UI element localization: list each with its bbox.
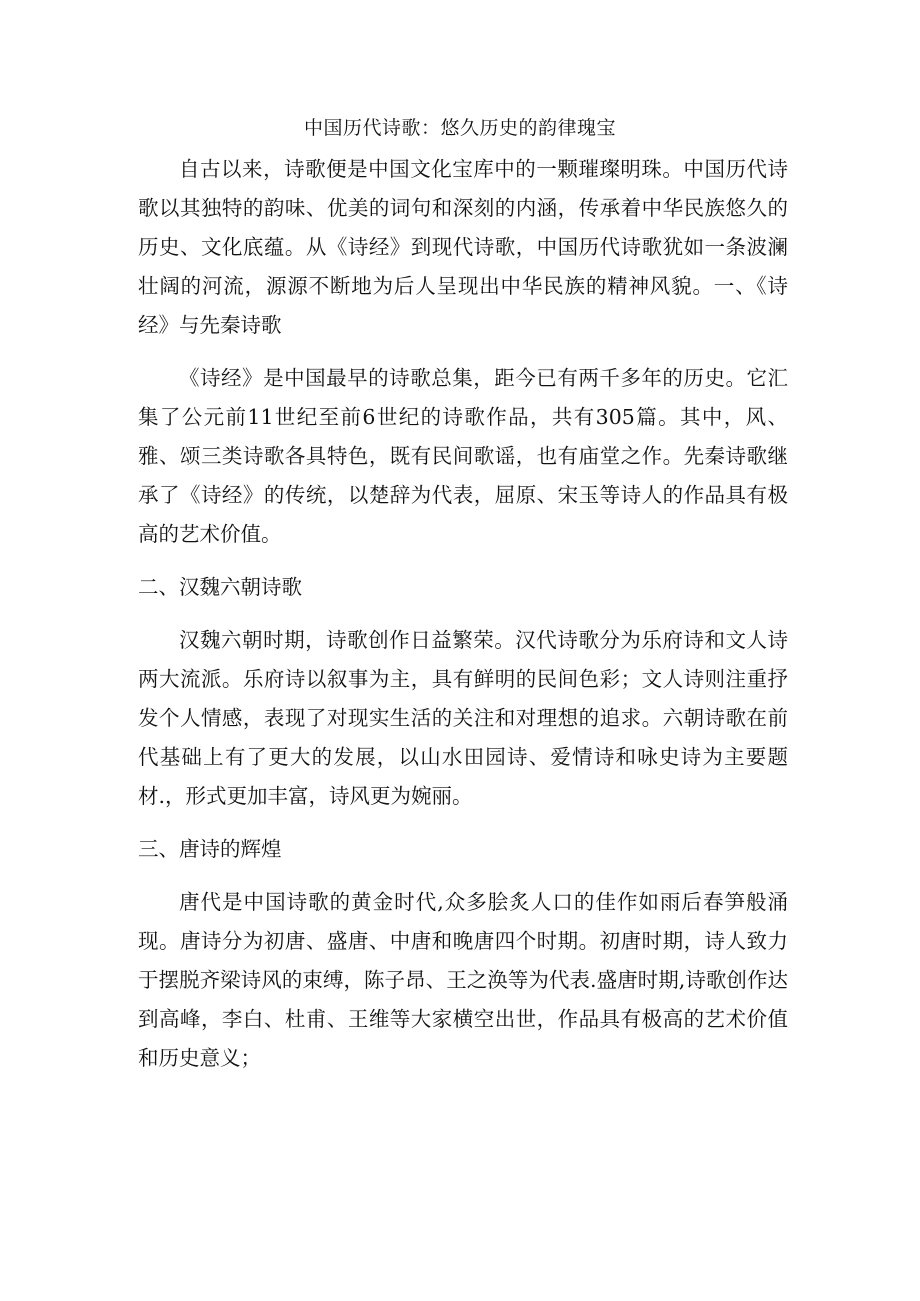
section2-heading: 二、汉魏六朝诗歌 [138,575,302,599]
section3-heading: 三、唐诗的辉煌 [138,837,282,861]
document-title: 中国历代诗歌：悠久历史的韵律瑰宝 [303,117,616,139]
document-body [138,150,788,1078]
section3-paragraph: 唐代是中国诗歌的黄金时代,众多脍炙人口的佳作如雨后春笋般涌现。唐诗分为初唐、盛唐、中唐和晚唐四个时期。初唐时期，诗人致力于摆脱齐梁诗风的束缚，陈子昂、王之涣等为代表.盛唐时期,诗歌创作达到高峰，李白、杜甫、王维等大家横空出世，作品具有极高的艺术价值和历史意义； [138,890,788,1070]
intro-paragraph: 自古以来，诗歌便是中国文化宝库中的一颗璀璨明珠。中国历代诗歌以其独特的韵味、优美的词句和深刻的内涵，传承着中华民族悠久的历史、文化底蕴。从《诗经》到现代诗歌，中国历代诗歌犹如一条波澜壮阔的河流，源源不断地为后人呈现出中华民族的精神风貌。一、《诗经》与先秦诗歌 [138,157,788,337]
section2-paragraph: 汉魏六朝时期，诗歌创作日益繁荣。汉代诗歌分为乐府诗和文人诗两大流派。乐府诗以叙事为主，具有鲜明的民间色彩；文人诗则注重抒发个人情感，表现了对现实生活的关注和对理想的追求。六朝诗歌在前代基础上有了更大的发展，以山水田园诗、爱情诗和咏史诗为主要题材.，形式更加丰富，诗风更为婉丽。 [138,628,788,808]
section1-paragraph: 《诗经》是中国最早的诗歌总集，距今已有两千多年的历史。它汇集了公元前11世纪至前6世纪的诗歌作品，共有305篇。其中，风、雅、颂三类诗歌各具特色，既有民间歌谣，也有庙堂之作。先秦诗歌继承了《诗经》的传统，以楚辞为代表，屈原、宋玉等诗人的作品具有极高的艺术价值。 [138,366,788,546]
